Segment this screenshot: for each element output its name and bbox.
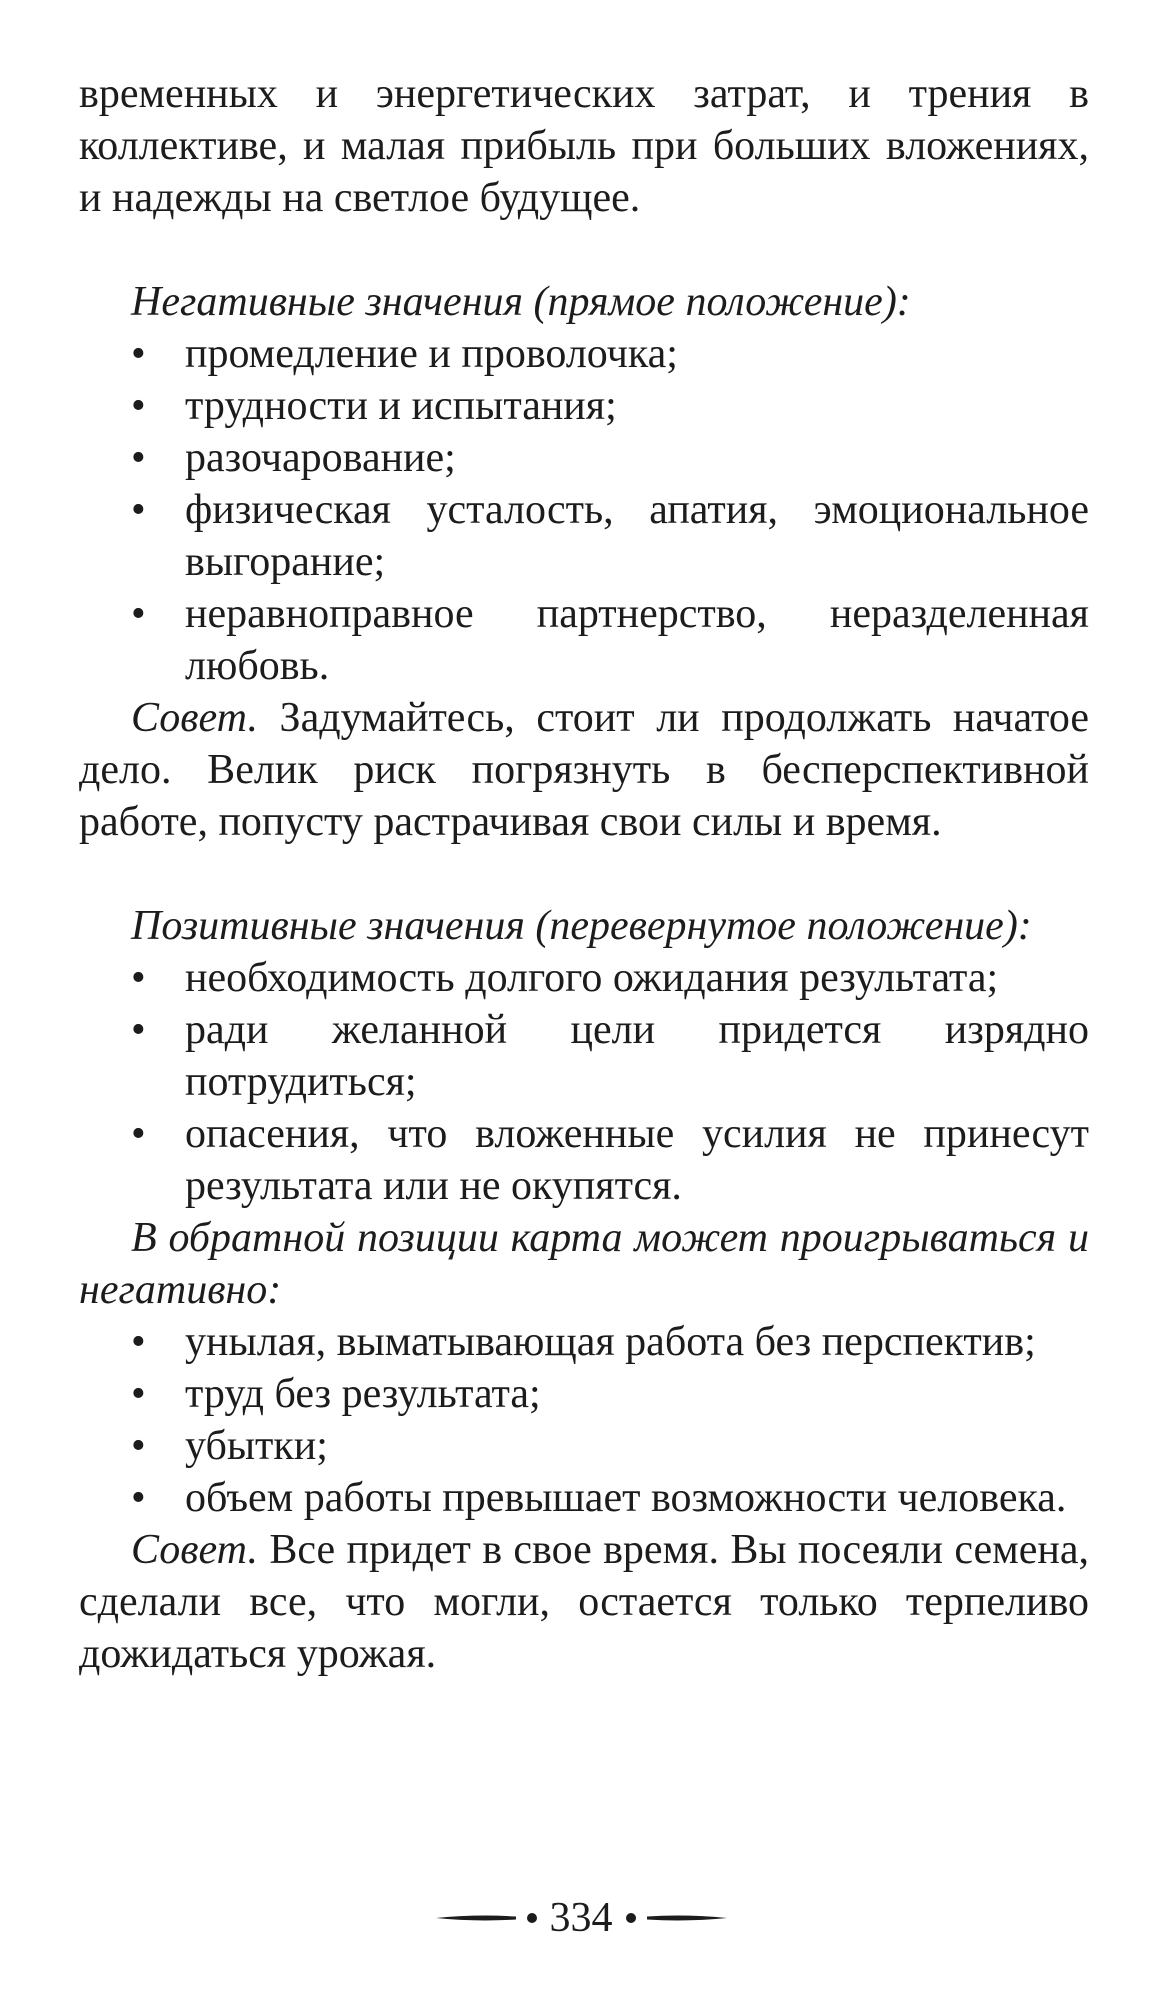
page-footer [0,1888,1162,1948]
list-item: • необходимость долгого ожидания результата; [79,952,1089,1004]
bullet-icon: • [131,591,146,637]
reversed-meanings-list [79,1316,1089,1524]
bullet-icon: • [131,487,146,533]
negative-meanings-heading: Негативные значения (прямое положение): [131,279,911,325]
positive-meanings-heading: Позитивные значения (перевернутое положение): [131,903,1032,949]
negative-meanings-list [79,328,1089,692]
advice-text: Все придет в свое время. Вы посеяли семена, сделали все, что могли, остается только терпеливо дожидаться урожая. [79,1527,1089,1677]
page-number: 334 [549,1895,613,1941]
left-ornament-icon [436,1908,540,1928]
positive-meanings-list [79,952,1089,1212]
list-item: • унылая, выматывающая работа без перспектив; [79,1316,1089,1368]
intro-paragraph: временных и энергетических затрат, и трения в коллективе, и малая прибыль при больших вложениях, и надежды на светлое будущее. [79,71,1089,221]
bullet-icon: • [131,1319,146,1365]
advice-paragraph-2 [79,1524,1089,1680]
list-item: • разочарование; [79,432,1089,484]
list-item: • физическая усталость, апатия, эмоциональное выгорание; [79,484,1089,588]
list-item: • ради желанной цели придется изрядно потрудиться; [79,1004,1089,1108]
advice-text: Задумайтесь, стоит ли продолжать начатое дело. Велик риск погрязнуть в бесперспективной работе, попусту растрачивая свои силы и время. [79,695,1089,845]
page-body [79,68,1089,1680]
bullet-icon: • [131,435,146,481]
bullet-icon: • [131,1423,146,1469]
list-item: • опасения, что вложенные усилия не принесут результата или не окупятся. [79,1108,1089,1212]
advice-paragraph-1 [79,692,1089,848]
list-item: • убытки; [79,1420,1089,1472]
reversed-position-note: В обратной позиции карта может проигрываться и негативно: [79,1215,1089,1313]
bullet-icon: • [131,331,146,377]
list-item: • неравноправное партнерство, неразделенная любовь. [79,588,1089,692]
advice-label: Совет. [131,1527,258,1573]
list-item: • трудности и испытания; [79,380,1089,432]
bullet-icon: • [131,1111,146,1157]
list-item: • промедление и проволочка; [79,328,1089,380]
bullet-icon: • [131,383,146,429]
list-item: • объем работы превышает возможности человека. [79,1472,1089,1524]
bullet-icon: • [131,955,146,1001]
right-ornament-icon [623,1908,727,1928]
bullet-icon: • [131,1371,146,1417]
bullet-icon: • [131,1475,146,1521]
list-item: • труд без результата; [79,1368,1089,1420]
bullet-icon: • [131,1007,146,1053]
advice-label: Совет. [131,695,258,741]
